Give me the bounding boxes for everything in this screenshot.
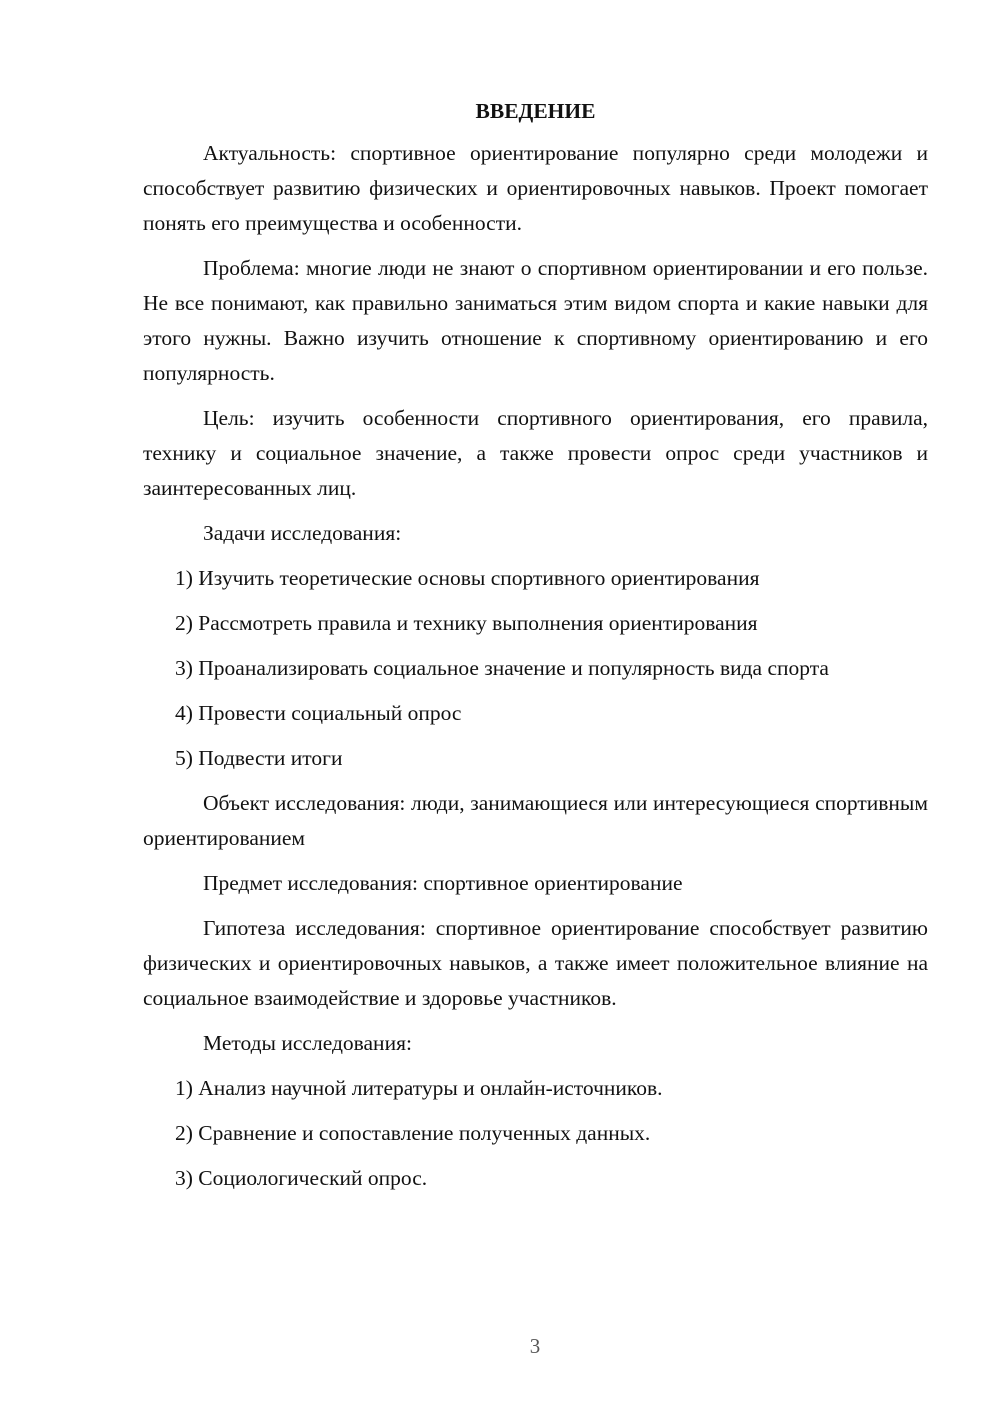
method-item-2: 2) Сравнение и сопоставление полученных данных. bbox=[175, 1121, 651, 1145]
goal-paragraph: Цель: изучить особенности спортивного ориентирования, его правила, технику и социальное значение, а также провести опрос среди участников и заинтересованных лиц. bbox=[143, 406, 928, 500]
task-item-2: 2) Рассмотреть правила и технику выполнения ориентирования bbox=[175, 611, 758, 635]
page-number: 3 bbox=[529, 1334, 541, 1358]
hypothesis-paragraph: Гипотеза исследования: спортивное ориентирование способствует развитию физических и ориентировочных навыков, а также имеет положительное влияние на социальное взаимодействие и здоровье участников. bbox=[143, 916, 928, 1010]
subject-paragraph: Предмет исследования: спортивное ориентирование bbox=[203, 871, 683, 895]
method-item-1: 1) Анализ научной литературы и онлайн-источников. bbox=[175, 1076, 663, 1100]
page-title: ВВЕДЕНИЕ bbox=[475, 99, 596, 123]
task-item-4: 4) Провести социальный опрос bbox=[175, 701, 462, 725]
task-item-5: 5) Подвести итоги bbox=[175, 746, 343, 770]
task-item-3: 3) Проанализировать социальное значение и популярность вида спорта bbox=[175, 656, 829, 680]
tasks-heading: Задачи исследования: bbox=[203, 521, 402, 545]
methods-heading: Методы исследования: bbox=[203, 1031, 412, 1055]
task-item-1: 1) Изучить теоретические основы спортивного ориентирования bbox=[175, 566, 760, 590]
method-item-3: 3) Социологический опрос. bbox=[175, 1166, 428, 1190]
problem-paragraph: Проблема: многие люди не знают о спортивном ориентировании и его пользе. Не все понимают, как правильно заниматься этим видом спорта и какие навыки для этого нужны. Важно изучить отношение к спортивному ориентированию и его популярность. bbox=[143, 256, 928, 385]
document-page bbox=[143, 96, 928, 1206]
relevance-paragraph: Актуальность: спортивное ориентирование популярно среди молодежи и способствует развитию физических и ориентировочных навыков. Проект помогает понять его преимущества и особенности. bbox=[143, 141, 928, 235]
object-paragraph: Объект исследования: люди, занимающиеся или интересующиеся спортивным ориентированием bbox=[143, 791, 928, 850]
